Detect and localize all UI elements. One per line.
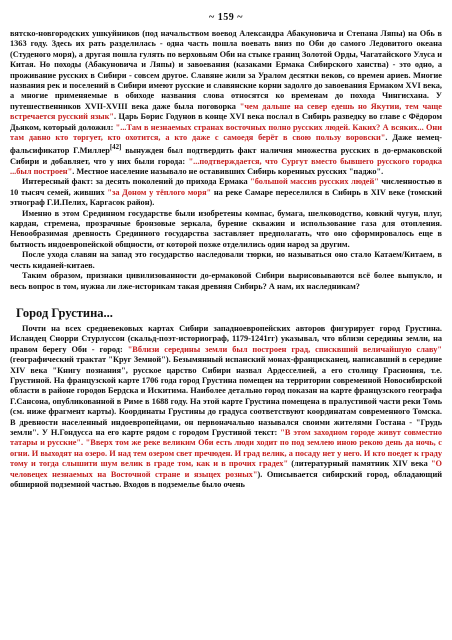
text-run: Почти на всех средневековых картах Сибири западноевропейских авторов фигурирует город Грустина. Исландец Снорри Стурлуссон (скальд-поэт-историограф, 1179-1241гг) указывал, что вблизи середины земли, на правом берегу Оби - город: (10, 323, 442, 354)
page-number: ~ 159 ~ (209, 12, 243, 23)
quote-highlight: "за Доном у тёплого моря" (107, 187, 212, 197)
quote-highlight: "О человецех незнаемых на Восточной стране и языцех розных" (10, 459, 442, 479)
text-run: вятско-новгородских ушкуйников (под начальством воевод Александра Абакуновича и Степана Ляпы) на Обь в 1363 году. Здесь их рать разделилась - одна часть пошла воевать вниз по Оби до самого Ледовитого океана (Студеного моря), а другая пошла гулять по верховьям Оби на стыке границ Золотой Орды, Чагатайского Улуса и Китая. Но походы (Абакуновича и Ляпы) и завоевания (казаками Ермака Сибирского ханства) - это одно, а проживание русских в Сибири - совсем другое. Славяне жили за Уралом десятки веков, со времен ариев. Многие названия рек и поселений в Сибири имеют русские и славянские корни задолго до завоевания Ермаком XVI века, а многие применяемые в обиходе названия слова относятся ко временам до похода Чингисхана. У путешественников XVII-XVIII века даже была поговорка (10, 29, 442, 111)
text-run: . Даже немец-фальсификатор Г.Миллер (10, 133, 442, 156)
text-run: . Царь Борис Годунов в конце XVI века послал в Сибирь разведку во главе с Фёдором Дьяком, который доложил: (10, 112, 442, 132)
section-heading: Город Грустина... (16, 305, 113, 320)
text-run: Интересный факт: за десять поколений до прихода Ермака (22, 177, 251, 187)
paragraph (10, 250, 442, 271)
text-run: После ухода славян на запад это государство наследовали тюрки, но называться оно стало Катаем/Китаем, в честь киданей-китаев. (10, 250, 442, 270)
paragraph (10, 29, 442, 177)
text-run: [42] (109, 144, 122, 152)
quote-highlight: "Вблизи середины земли был построен град, списквший величайшую славу" (127, 344, 442, 354)
top-body-text (10, 29, 442, 292)
text-run: вынужден был подтвердить факт наличия множества русских в до-ермаковской Сибири и добавляет, что у них были города: (10, 146, 442, 166)
paragraph (10, 209, 442, 251)
paragraph (10, 271, 442, 292)
text-run: Таким образом, признаки цивилизованности до-ермаковой Сибири вырисовываются всё более выпукло, и весь вопрос в том, нужна ли лже-историкам такая древняя Сибирь? А нам, их наследникам? (10, 271, 442, 291)
text-run: численностью в 10 тысяч семей, живших (10, 177, 442, 197)
paragraph (10, 324, 442, 491)
paragraph (10, 177, 442, 208)
text-run: (географический трактат "Круг Земной"). Безымянный испанский монах-францисканец, написавший в середине XIV века "Книгу познания", русское царство Сибири назвал Ардесселией, а его столицу Граснония, т.е. Грустиной. На французской карте 1706 года город Грустина помещен на территории современной Новосибирской области в районе городов Бердска и Искитима. Наиболее детально город показан на карте французского географа Г.Сансона, опубликованной в Риме в 1688 году. На этой карте Грустина помещена в пралустивой части реки Томь (см. ниже фрагмент карты). Координаты Грустины до градуса соответствуют координатам современного Томска. В древности населенный индоевропейцами, он первоначально назывался своими жителями Гостана - "Грудь земли". У Н.Гондусса на его карте рядом с городом Грустиной текст: (10, 355, 442, 437)
text-run: на реке Самаре переселился в Сибирь в XIV веке (томский этнограф Г.И.Пелих, Каргасок район). (10, 187, 442, 208)
text-run: Именно в этом Срединном государстве были изобретены компас, бумага, шелководство, ковкий чугун, плуг, кардан, стремена, прозрачные бронзовые зеркала, бурение скважин и использование газа для отопления. Невообразимая древность Срединного государства заставляет предполагать, что оно сформировалось еще в бытность индоевропейской общности, от которой позже отделились один народ за другим. (10, 208, 442, 249)
quote-highlight: "В этом заходном городе живут совместно татары и русские" (10, 427, 442, 448)
quote-highlight: "большой массив русских людей" (250, 177, 379, 187)
section-spacer (10, 292, 442, 306)
quote-highlight: "...подтверждается, что Сургут вместо бывшего русского городка ...был построен" (10, 156, 443, 177)
quote-highlight: . "Вверх том же реке великим Оби есть люди ходит по под землею иною рекою день да ночь, с огни. И выходят на озеро. И над тем озером свет пречюден. И град велик, а посаду нет у него. И кто поедет к граду тому и тогда слышити шум велик в граде том, как и в прочих градех" (10, 438, 442, 469)
bottom-body-text (10, 324, 442, 491)
text-run: . Местное население называло не оставивших Сибирь коренных русских "паджо". (72, 167, 384, 177)
quote-highlight: "чем дальше на север едешь но Якутии, тем чаще встречается русский язык" (10, 101, 442, 122)
text-run: ). Описывается сибирский город, обладающий обширной подземной частью. Входов в подземелье было очень (10, 469, 442, 490)
quote-highlight: "...Там в незнаемых странах восточных полно русских людей. Каких? А всяких... Они там давно кто торгует, кто охотится, а кто даже с самоедя берёт в свою пользу воровски" (10, 122, 442, 143)
text-run: (литературный памятник XIV века (288, 459, 431, 469)
